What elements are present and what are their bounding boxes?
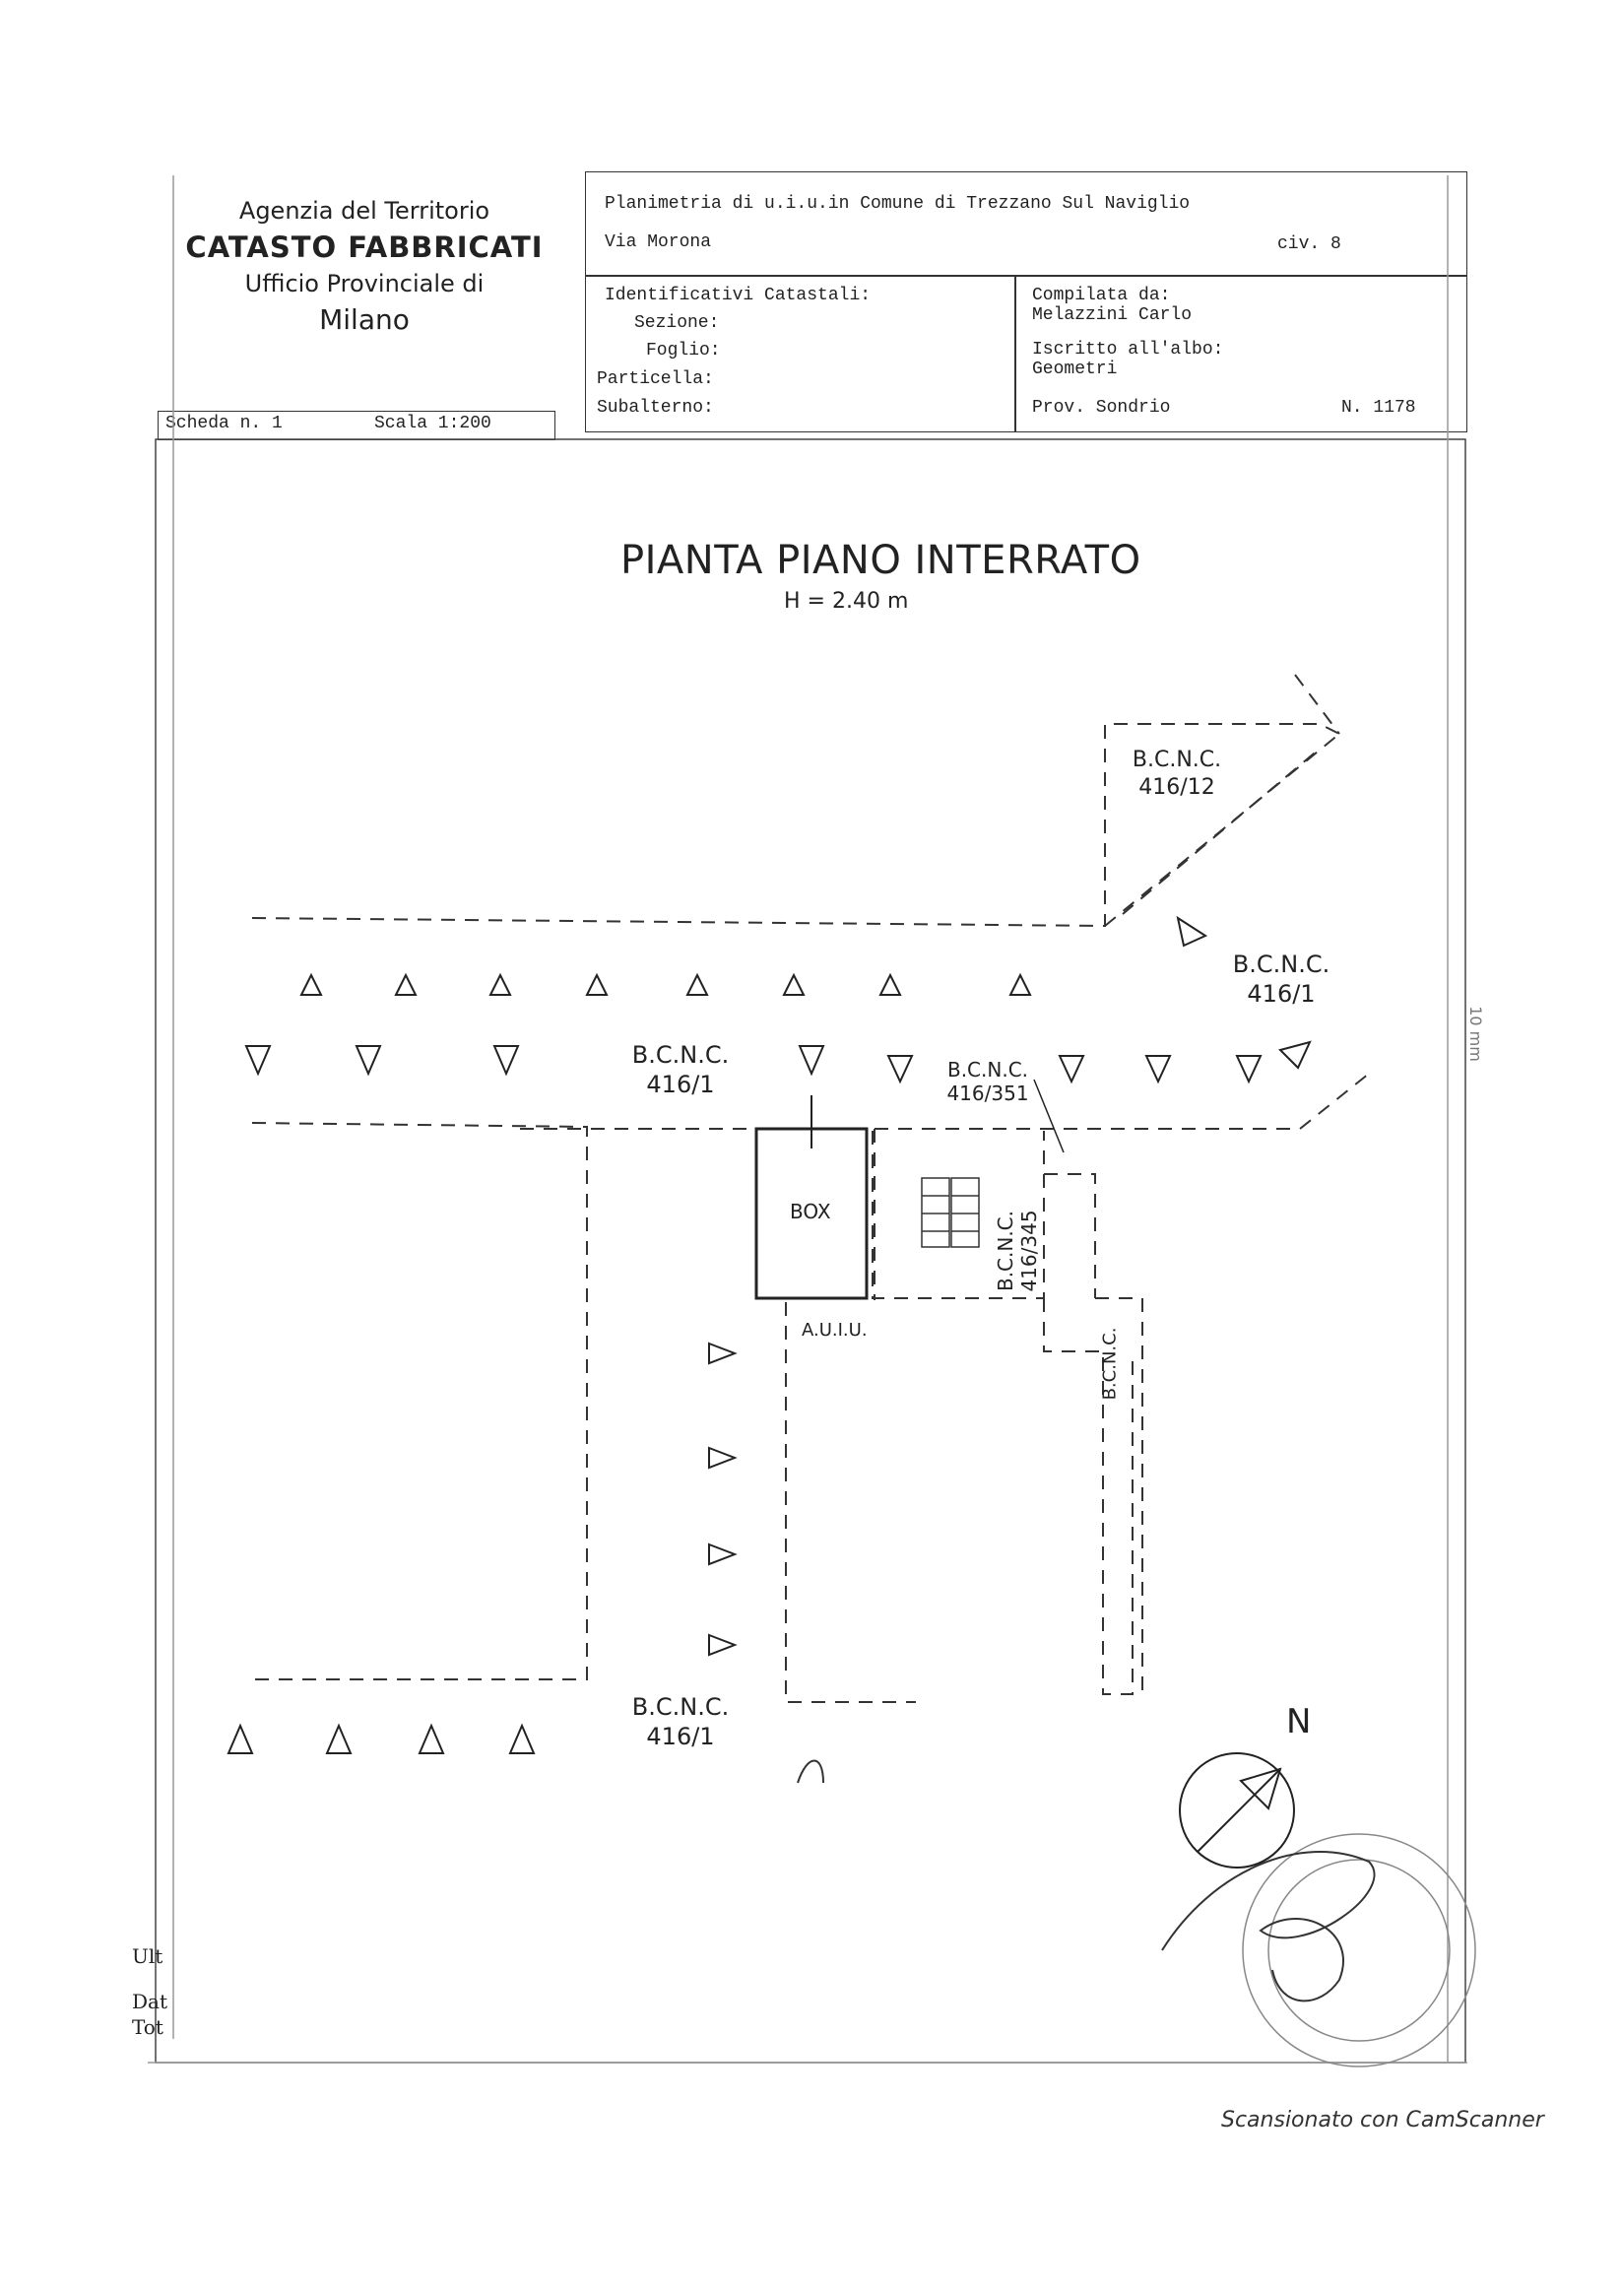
planimetria-address: Via Morona <box>605 232 712 252</box>
planimetria-civ: civ. 8 <box>1277 234 1341 254</box>
scala-label: Scala 1:200 <box>374 414 491 433</box>
bcnc-416-1-center-label <box>616 1040 745 1099</box>
left-block-outline <box>246 1123 587 1679</box>
compilata-label: Compilata da: <box>1032 286 1171 305</box>
bcnc-416-345-label <box>994 1177 1041 1325</box>
bcnc-416-345-line2: 416/345 <box>1017 1210 1041 1292</box>
margin-fragment-a: Ult <box>132 1944 163 1968</box>
registration-number: N. 1178 <box>1341 398 1416 418</box>
bcnc-416-12-line1: B.C.N.C. <box>1132 748 1222 772</box>
compilata-name: Melazzini Carlo <box>1032 305 1193 325</box>
parking-markers <box>228 918 1310 1753</box>
bcnc-416-1-bottom-line2: 416/1 <box>646 1723 715 1750</box>
planimetria-title: Planimetria di u.i.u.in Comune di Trezzano Sul Naviglio <box>605 194 1191 214</box>
scheda-label: Scheda n. 1 <box>165 414 283 433</box>
bcnc-ramp-label: B.C.N.C. <box>1099 1327 1121 1401</box>
stairs-detail <box>922 1178 979 1247</box>
north-arrow-icon <box>1180 1753 1294 1868</box>
margin-fragment-b: Dat <box>132 1990 167 2013</box>
auiu-outline <box>786 1302 916 1702</box>
box-label: BOX <box>790 1200 831 1223</box>
bcnc-416-12-label <box>1123 747 1231 802</box>
bcnc-416-1-center-line1: B.C.N.C. <box>631 1041 730 1069</box>
signature <box>1162 1852 1375 2001</box>
albo-value: Geometri <box>1032 360 1118 379</box>
north-label: N <box>1286 1702 1312 1741</box>
bcnc-416-351-line1: B.C.N.C. <box>946 1058 1029 1082</box>
bcnc-416-1-right-line2: 416/1 <box>1247 980 1316 1008</box>
bcnc-416-1-right-line1: B.C.N.C. <box>1232 951 1330 978</box>
bcnc-416-1-bottom-label <box>616 1692 745 1751</box>
agency-line-4: Milano <box>319 303 410 336</box>
bcnc-416-1-right-label <box>1217 950 1345 1009</box>
side-margin-text: 10 mm <box>1465 1006 1485 1062</box>
agency-line-1: Agenzia del Territorio <box>238 197 490 225</box>
bcnc-416-351-label <box>934 1058 1042 1105</box>
particella-label: Particella: <box>597 369 714 389</box>
scanner-watermark: Scansionato con CamScanner <box>1221 2108 1544 2132</box>
bcnc-416-351-line2: 416/351 <box>946 1082 1029 1105</box>
agency-line-3: Ufficio Provinciale di <box>244 270 485 297</box>
iscritto-label: Iscritto all'albo: <box>1032 340 1224 360</box>
stamp-seal <box>1243 1834 1475 2066</box>
bcnc-416-1-center-line2: 416/1 <box>646 1071 715 1098</box>
pen-mark <box>798 1761 823 1784</box>
drawing-title: PIANTA PIANO INTERRATO <box>620 538 1141 583</box>
bcnc-416-345-line1: B.C.N.C. <box>994 1210 1017 1292</box>
drawing-height: H = 2.40 m <box>784 589 909 614</box>
sezione-label: Sezione: <box>634 313 720 333</box>
triangle-room-top <box>1295 675 1339 734</box>
subalterno-label: Subalterno: <box>597 398 714 418</box>
bcnc-416-1-bottom-line1: B.C.N.C. <box>631 1693 730 1721</box>
bcnc-416-12-line2: 416/12 <box>1138 775 1215 800</box>
foglio-label: Foglio: <box>646 341 721 361</box>
margin-fragment-c: Tot <box>132 2015 163 2039</box>
auiu-label: A.U.I.U. <box>802 1320 868 1341</box>
drawing-frame <box>156 439 1465 2063</box>
province: Prov. Sondrio <box>1032 398 1171 418</box>
service-room-annex <box>1044 1174 1095 1298</box>
agency-line-2: CATASTO FABBRICATI <box>185 230 544 264</box>
identificativi-header: Identificativi Catastali: <box>605 286 872 305</box>
